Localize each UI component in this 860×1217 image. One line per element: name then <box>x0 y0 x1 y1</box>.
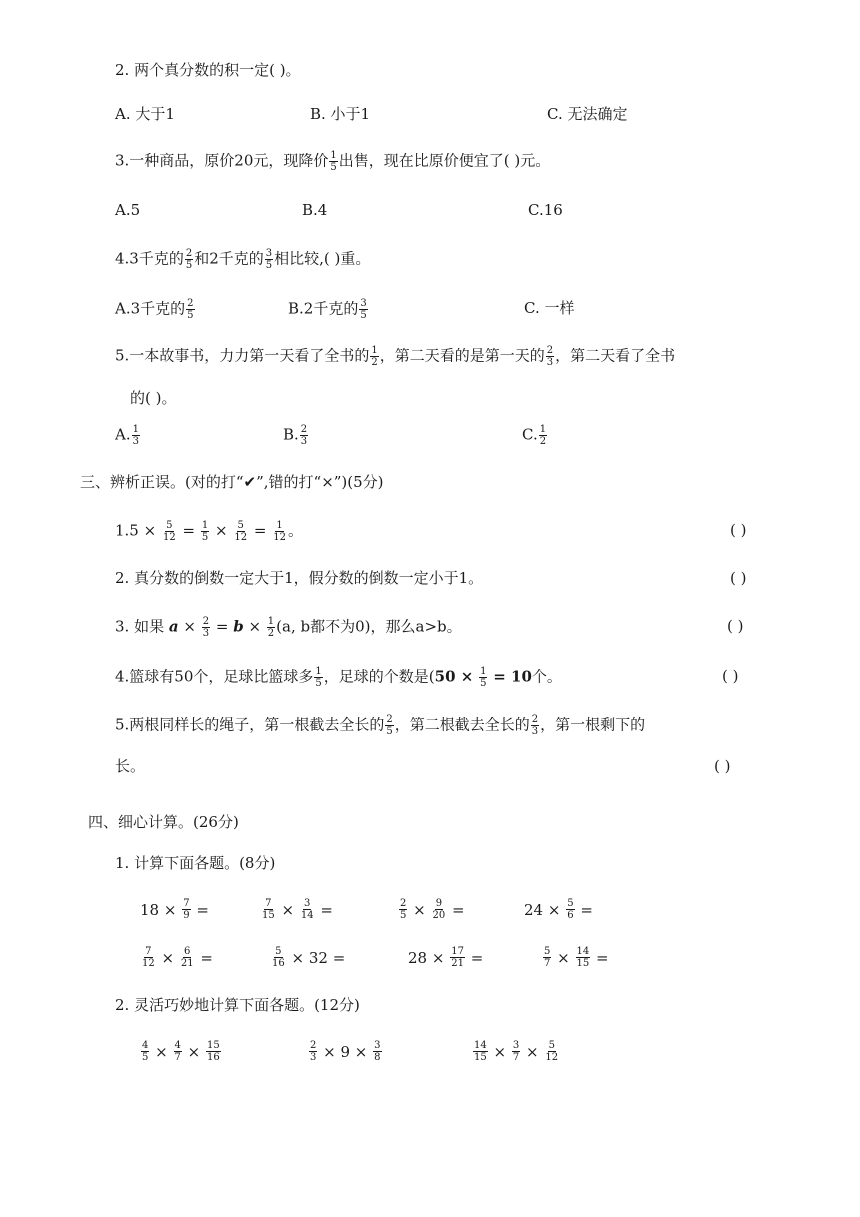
q3-option-c: C.16 <box>528 201 563 219</box>
calc-item: $\frac{4}{5}$ × $\frac{4}{7}$ × $\frac{15}{16}$ <box>142 1040 220 1063</box>
calc-item: $\frac{5}{7}$ × $\frac{14}{15}$ = <box>544 946 609 969</box>
section3-title: 三、辨析正误。(对的打“✔”,错的打“×”)(5分) <box>80 473 384 491</box>
q5-option-c: C. $\frac{1}{2}$ <box>522 424 547 447</box>
q4-option-b: B.2千克的 $\frac{3}{5}$ <box>288 298 367 321</box>
section4-title: 四、细心计算。(26分) <box>88 813 239 831</box>
q5-stem-line2: 的( )。 <box>130 389 177 407</box>
q5-option-b: B. $\frac{2}{3}$ <box>283 424 308 447</box>
q2-option-a: A. 大于1 <box>115 105 175 123</box>
q2-option-b: B. 小于1 <box>310 105 371 123</box>
answer-paren-4[interactable]: ( ) <box>722 667 739 685</box>
q2-option-c: C. 无法确定 <box>547 105 628 123</box>
answer-paren-1[interactable]: ( ) <box>730 521 747 539</box>
calc-item: $\frac{7}{12}$ × $\frac{6}{21}$ = <box>142 946 213 969</box>
judge-3: 3. 如果 a × $\frac{2}{3}$ = b × $\frac{1}{2}$ (a, b都不为0)，那么a>b。 <box>115 616 462 639</box>
calc-item: $\frac{2}{5}$ × $\frac{9}{20}$ = <box>400 898 465 921</box>
calc-item: $\frac{14}{15}$ × $\frac{3}{7}$ × $\frac{5}{12}$ <box>474 1040 559 1063</box>
section4-sub1: 1. 计算下面各题。(8分) <box>115 854 276 872</box>
calc-item: $\frac{5}{16}$ × 32 = <box>272 946 346 969</box>
judge-5: 5.两根同样长的绳子，第一根截去全长的 $\frac{2}{5}$ ，第二根截去全长的 $\frac{2}{3}$ ，第一根剩下的 <box>115 714 646 737</box>
answer-paren-3[interactable]: ( ) <box>727 617 744 635</box>
calc-item: $\frac{7}{15}$ × $\frac{3}{14}$ = <box>262 898 333 921</box>
judge-1: 1.5 × $\frac{5}{12}$ = $\frac{1}{5}$ × $\frac{5}{12}$ = $\frac{1}{12}$ 。 <box>115 520 303 543</box>
answer-paren-5[interactable]: ( ) <box>714 757 731 775</box>
q4-option-c: C. 一样 <box>524 299 575 317</box>
q4-option-a: A.3千克的 $\frac{2}{5}$ <box>115 298 194 321</box>
calc-item: 28 × $\frac{17}{21}$ = <box>408 946 484 969</box>
calc-item: 24 × $\frac{5}{6}$ = <box>524 898 593 921</box>
judge-4: 4.篮球有50个，足球比篮球多 $\frac{1}{5}$ ，足球的个数是(50 × $\frac{1}{5}$ = 10个。 <box>115 666 562 689</box>
q3-stem: 3.一种商品，原价20元，现降价 $\frac{1}{5}$ 出售，现在比原价便宜了( )元。 <box>115 150 551 173</box>
q5-option-a: A. $\frac{1}{3}$ <box>115 424 139 447</box>
fraction: $\frac{1}{5}$ <box>330 150 337 173</box>
q5-stem: 5.一本故事书，力力第一天看了全书的 $\frac{1}{2}$ ，第二天看的是第一天的 $\frac{2}{3}$ ，第二天看了全书 <box>115 345 676 368</box>
section4-sub2: 2. 灵活巧妙地计算下面各题。(12分) <box>115 996 360 1014</box>
judge-5-line2: 长。 <box>115 757 146 775</box>
q4-stem: 4.3千克的 $\frac{2}{5}$ 和2千克的 $\frac{3}{5}$ 相比较,( )重。 <box>115 248 371 271</box>
q3-option-b: B.4 <box>302 201 328 219</box>
q2-stem: 2. 两个真分数的积一定( )。 <box>115 61 301 79</box>
judge-2: 2. 真分数的倒数一定大于1，假分数的倒数一定小于1。 <box>115 569 484 587</box>
answer-paren-2[interactable]: ( ) <box>730 569 747 587</box>
q3-option-a: A.5 <box>115 201 141 219</box>
calc-item: 18 × $\frac{7}{9}$ = <box>140 898 209 921</box>
calc-item: $\frac{2}{3}$ × 9 × $\frac{3}{8}$ <box>310 1040 381 1063</box>
